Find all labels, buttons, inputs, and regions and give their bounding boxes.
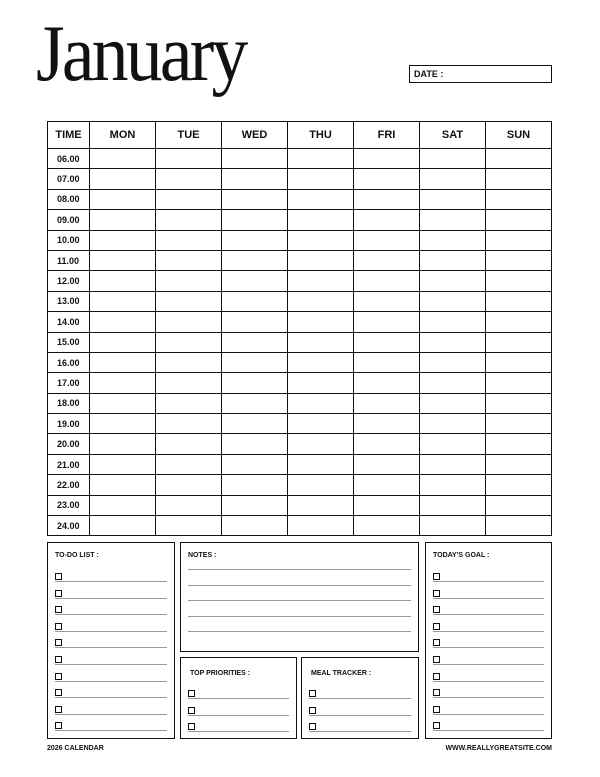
notes-box <box>180 542 419 652</box>
schedule-cell-sun[interactable] <box>486 230 552 250</box>
schedule-cell-wed[interactable] <box>222 291 288 311</box>
todo-line[interactable] <box>55 631 167 632</box>
schedule-cell-sun[interactable] <box>486 291 552 311</box>
goal-line[interactable] <box>433 730 544 731</box>
goal-line[interactable] <box>433 614 544 615</box>
goal-checkbox[interactable] <box>433 623 440 630</box>
todo-checkbox[interactable] <box>55 623 62 630</box>
todo-checkbox[interactable] <box>55 673 62 680</box>
schedule-cell-sat[interactable] <box>420 169 486 189</box>
todo-checkbox[interactable] <box>55 573 62 580</box>
schedule-cell-mon[interactable] <box>90 312 156 332</box>
goal-checkbox[interactable] <box>433 673 440 680</box>
goal-line[interactable] <box>433 581 544 582</box>
goal-checkbox[interactable] <box>433 656 440 663</box>
schedule-cell-thu[interactable] <box>288 352 354 372</box>
day-header-tue: TUE <box>156 122 222 149</box>
schedule-cell-fri[interactable] <box>354 291 420 311</box>
day-header-thu: THU <box>288 122 354 149</box>
schedule-cell-thu[interactable] <box>288 393 354 413</box>
todo-list-label: TO-DO LIST : <box>55 552 99 559</box>
schedule-cell-sat[interactable] <box>420 189 486 209</box>
schedule-cell-wed[interactable] <box>222 230 288 250</box>
schedule-header-row <box>48 122 552 149</box>
schedule-cell-tue[interactable] <box>156 291 222 311</box>
footer-calendar-label: 2026 CALENDAR <box>47 745 104 752</box>
schedule-row <box>48 414 552 434</box>
schedule-cell-fri[interactable] <box>354 169 420 189</box>
time-slot-label: 13.00 <box>48 291 90 311</box>
time-slot-label: 15.00 <box>48 332 90 352</box>
day-header-wed: WED <box>222 122 288 149</box>
todo-checkbox[interactable] <box>55 722 62 729</box>
meal-line[interactable] <box>309 715 411 716</box>
schedule-cell-thu[interactable] <box>288 332 354 352</box>
schedule-row <box>48 516 552 536</box>
schedule-cell-mon[interactable] <box>90 373 156 393</box>
todo-line[interactable] <box>55 697 167 698</box>
schedule-cell-fri[interactable] <box>354 332 420 352</box>
footer-website: WWW.REALLYGREATSITE.COM <box>445 745 552 752</box>
schedule-cell-tue[interactable] <box>156 149 222 169</box>
schedule-cell-sun[interactable] <box>486 189 552 209</box>
schedule-cell-fri[interactable] <box>354 414 420 434</box>
todo-checkbox[interactable] <box>55 656 62 663</box>
schedule-cell-fri[interactable] <box>354 434 420 454</box>
schedule-cell-sun[interactable] <box>486 312 552 332</box>
schedule-cell-thu[interactable] <box>288 210 354 230</box>
notes-line[interactable] <box>188 600 411 601</box>
meal-tracker-box <box>301 657 419 739</box>
time-slot-label: 16.00 <box>48 352 90 372</box>
schedule-cell-tue[interactable] <box>156 516 222 536</box>
schedule-row <box>48 312 552 332</box>
schedule-cell-thu[interactable] <box>288 291 354 311</box>
goal-checkbox[interactable] <box>433 590 440 597</box>
todo-line[interactable] <box>55 714 167 715</box>
schedule-cell-thu[interactable] <box>288 169 354 189</box>
day-header-sun: SUN <box>486 122 552 149</box>
todays-goal-box <box>425 542 552 739</box>
schedule-cell-sun[interactable] <box>486 373 552 393</box>
month-title: January <box>36 10 246 98</box>
schedule-cell-mon[interactable] <box>90 495 156 515</box>
time-slot-label: 22.00 <box>48 475 90 495</box>
notes-line[interactable] <box>188 631 411 632</box>
top-priorities-box <box>180 657 297 739</box>
time-slot-label: 08.00 <box>48 189 90 209</box>
time-slot-label: 06.00 <box>48 149 90 169</box>
todo-line[interactable] <box>55 647 167 648</box>
schedule-cell-wed[interactable] <box>222 250 288 270</box>
schedule-cell-mon[interactable] <box>90 291 156 311</box>
schedule-cell-fri[interactable] <box>354 393 420 413</box>
schedule-cell-tue[interactable] <box>156 189 222 209</box>
schedule-cell-sat[interactable] <box>420 414 486 434</box>
schedule-cell-wed[interactable] <box>222 312 288 332</box>
schedule-row <box>48 454 552 474</box>
schedule-row <box>48 189 552 209</box>
schedule-cell-mon[interactable] <box>90 475 156 495</box>
schedule-cell-mon[interactable] <box>90 149 156 169</box>
schedule-cell-thu[interactable] <box>288 516 354 536</box>
goal-checkbox[interactable] <box>433 689 440 696</box>
schedule-cell-fri[interactable] <box>354 454 420 474</box>
schedule-cell-sat[interactable] <box>420 312 486 332</box>
schedule-cell-fri[interactable] <box>354 210 420 230</box>
schedule-cell-mon[interactable] <box>90 393 156 413</box>
schedule-row <box>48 352 552 372</box>
schedule-cell-tue[interactable] <box>156 495 222 515</box>
time-slot-label: 11.00 <box>48 250 90 270</box>
schedule-row <box>48 149 552 169</box>
schedule-cell-thu[interactable] <box>288 189 354 209</box>
goal-line[interactable] <box>433 598 544 599</box>
day-header-mon: MON <box>90 122 156 149</box>
schedule-row <box>48 210 552 230</box>
schedule-cell-thu[interactable] <box>288 495 354 515</box>
schedule-cell-sun[interactable] <box>486 516 552 536</box>
time-slot-label: 10.00 <box>48 230 90 250</box>
schedule-cell-mon[interactable] <box>90 434 156 454</box>
time-slot-label: 18.00 <box>48 393 90 413</box>
schedule-cell-tue[interactable] <box>156 169 222 189</box>
schedule-cell-wed[interactable] <box>222 393 288 413</box>
schedule-cell-sat[interactable] <box>420 495 486 515</box>
schedule-cell-wed[interactable] <box>222 434 288 454</box>
schedule-row <box>48 373 552 393</box>
schedule-cell-sat[interactable] <box>420 475 486 495</box>
schedule-cell-sun[interactable] <box>486 149 552 169</box>
schedule-cell-sun[interactable] <box>486 332 552 352</box>
goal-checkbox[interactable] <box>433 573 440 580</box>
schedule-row <box>48 169 552 189</box>
goal-checkbox[interactable] <box>433 706 440 713</box>
notes-line[interactable] <box>188 585 411 586</box>
schedule-cell-tue[interactable] <box>156 393 222 413</box>
schedule-cell-wed[interactable] <box>222 352 288 372</box>
schedule-row <box>48 271 552 291</box>
goal-checkbox[interactable] <box>433 606 440 613</box>
schedule-cell-sat[interactable] <box>420 516 486 536</box>
schedule-cell-thu[interactable] <box>288 373 354 393</box>
schedule-cell-fri[interactable] <box>354 271 420 291</box>
schedule-cell-wed[interactable] <box>222 495 288 515</box>
todo-line[interactable] <box>55 598 167 599</box>
meal-checkbox[interactable] <box>309 707 316 714</box>
schedule-cell-thu[interactable] <box>288 149 354 169</box>
schedule-cell-sat[interactable] <box>420 373 486 393</box>
schedule-cell-sat[interactable] <box>420 210 486 230</box>
schedule-cell-tue[interactable] <box>156 434 222 454</box>
schedule-cell-wed[interactable] <box>222 475 288 495</box>
goal-line[interactable] <box>433 697 544 698</box>
time-slot-label: 19.00 <box>48 414 90 434</box>
schedule-cell-tue[interactable] <box>156 210 222 230</box>
schedule-cell-wed[interactable] <box>222 332 288 352</box>
schedule-cell-mon[interactable] <box>90 516 156 536</box>
schedule-row <box>48 332 552 352</box>
schedule-cell-thu[interactable] <box>288 250 354 270</box>
notes-line[interactable] <box>188 616 411 617</box>
schedule-cell-wed[interactable] <box>222 271 288 291</box>
goal-line[interactable] <box>433 647 544 648</box>
todo-line[interactable] <box>55 581 167 582</box>
schedule-cell-sun[interactable] <box>486 434 552 454</box>
schedule-row <box>48 434 552 454</box>
schedule-cell-thu[interactable] <box>288 434 354 454</box>
schedule-cell-sat[interactable] <box>420 230 486 250</box>
schedule-cell-sat[interactable] <box>420 332 486 352</box>
time-slot-label: 23.00 <box>48 495 90 515</box>
meal-line[interactable] <box>309 731 411 732</box>
schedule-row <box>48 393 552 413</box>
schedule-row <box>48 495 552 515</box>
schedule-cell-fri[interactable] <box>354 352 420 372</box>
schedule-cell-sun[interactable] <box>486 169 552 189</box>
todays-goal-label: TODAY'S GOAL : <box>433 552 490 559</box>
notes-label: NOTES : <box>188 552 217 559</box>
schedule-cell-tue[interactable] <box>156 271 222 291</box>
day-header-fri: FRI <box>354 122 420 149</box>
schedule-cell-thu[interactable] <box>288 312 354 332</box>
schedule-cell-fri[interactable] <box>354 250 420 270</box>
schedule-cell-fri[interactable] <box>354 312 420 332</box>
schedule-cell-tue[interactable] <box>156 454 222 474</box>
priority-line[interactable] <box>188 698 289 699</box>
time-slot-label: 07.00 <box>48 169 90 189</box>
time-slot-label: 12.00 <box>48 271 90 291</box>
schedule-cell-fri[interactable] <box>354 189 420 209</box>
schedule-cell-sat[interactable] <box>420 271 486 291</box>
schedule-cell-tue[interactable] <box>156 312 222 332</box>
schedule-cell-mon[interactable] <box>90 210 156 230</box>
schedule-cell-sat[interactable] <box>420 352 486 372</box>
todo-line[interactable] <box>55 614 167 615</box>
goal-line[interactable] <box>433 681 544 682</box>
time-column-header: TIME <box>48 122 90 149</box>
schedule-cell-mon[interactable] <box>90 189 156 209</box>
schedule-cell-thu[interactable] <box>288 414 354 434</box>
schedule-cell-sat[interactable] <box>420 454 486 474</box>
meal-checkbox[interactable] <box>309 723 316 730</box>
weekly-schedule-table <box>47 121 552 536</box>
schedule-cell-fri[interactable] <box>354 373 420 393</box>
todo-checkbox[interactable] <box>55 639 62 646</box>
time-slot-label: 24.00 <box>48 516 90 536</box>
schedule-cell-wed[interactable] <box>222 516 288 536</box>
todo-list-box <box>47 542 175 739</box>
schedule-cell-fri[interactable] <box>354 495 420 515</box>
top-priorities-label: TOP PRIORITIES : <box>190 670 251 677</box>
meal-checkbox[interactable] <box>309 690 316 697</box>
time-slot-label: 14.00 <box>48 312 90 332</box>
schedule-cell-wed[interactable] <box>222 454 288 474</box>
schedule-cell-thu[interactable] <box>288 475 354 495</box>
schedule-cell-sun[interactable] <box>486 210 552 230</box>
meal-line[interactable] <box>309 698 411 699</box>
schedule-cell-sun[interactable] <box>486 393 552 413</box>
schedule-cell-sat[interactable] <box>420 149 486 169</box>
schedule-cell-sat[interactable] <box>420 393 486 413</box>
meal-tracker-label: MEAL TRACKER : <box>311 670 372 677</box>
priority-checkbox[interactable] <box>188 690 195 697</box>
time-slot-label: 17.00 <box>48 373 90 393</box>
schedule-cell-sat[interactable] <box>420 250 486 270</box>
schedule-row <box>48 230 552 250</box>
todo-checkbox[interactable] <box>55 590 62 597</box>
schedule-cell-tue[interactable] <box>156 352 222 372</box>
schedule-cell-sun[interactable] <box>486 250 552 270</box>
schedule-cell-mon[interactable] <box>90 169 156 189</box>
schedule-cell-sun[interactable] <box>486 454 552 474</box>
goal-line[interactable] <box>433 714 544 715</box>
schedule-row <box>48 475 552 495</box>
day-header-sat: SAT <box>420 122 486 149</box>
date-label: DATE : <box>414 69 444 79</box>
date-field[interactable] <box>409 65 552 83</box>
schedule-cell-thu[interactable] <box>288 454 354 474</box>
todo-line[interactable] <box>55 730 167 731</box>
schedule-row <box>48 250 552 270</box>
todo-checkbox[interactable] <box>55 606 62 613</box>
schedule-cell-wed[interactable] <box>222 414 288 434</box>
goal-line[interactable] <box>433 631 544 632</box>
schedule-cell-mon[interactable] <box>90 454 156 474</box>
schedule-cell-thu[interactable] <box>288 230 354 250</box>
schedule-cell-tue[interactable] <box>156 332 222 352</box>
schedule-cell-sun[interactable] <box>486 352 552 372</box>
goal-checkbox[interactable] <box>433 722 440 729</box>
schedule-row <box>48 291 552 311</box>
schedule-cell-tue[interactable] <box>156 230 222 250</box>
schedule-cell-mon[interactable] <box>90 230 156 250</box>
schedule-cell-tue[interactable] <box>156 250 222 270</box>
goal-line[interactable] <box>433 664 544 665</box>
todo-checkbox[interactable] <box>55 689 62 696</box>
time-slot-label: 09.00 <box>48 210 90 230</box>
schedule-cell-fri[interactable] <box>354 149 420 169</box>
schedule-cell-fri[interactable] <box>354 475 420 495</box>
schedule-cell-wed[interactable] <box>222 149 288 169</box>
schedule-cell-fri[interactable] <box>354 230 420 250</box>
schedule-cell-wed[interactable] <box>222 169 288 189</box>
schedule-cell-tue[interactable] <box>156 373 222 393</box>
schedule-cell-sun[interactable] <box>486 495 552 515</box>
priority-checkbox[interactable] <box>188 723 195 730</box>
schedule-cell-sun[interactable] <box>486 475 552 495</box>
schedule-cell-tue[interactable] <box>156 475 222 495</box>
schedule-cell-mon[interactable] <box>90 332 156 352</box>
schedule-cell-wed[interactable] <box>222 373 288 393</box>
schedule-cell-sat[interactable] <box>420 434 486 454</box>
schedule-cell-wed[interactable] <box>222 189 288 209</box>
schedule-cell-mon[interactable] <box>90 250 156 270</box>
todo-checkbox[interactable] <box>55 706 62 713</box>
schedule-cell-sun[interactable] <box>486 414 552 434</box>
priority-checkbox[interactable] <box>188 707 195 714</box>
todo-line[interactable] <box>55 664 167 665</box>
notes-line[interactable] <box>188 569 411 570</box>
schedule-cell-fri[interactable] <box>354 516 420 536</box>
time-slot-label: 21.00 <box>48 454 90 474</box>
schedule-cell-wed[interactable] <box>222 210 288 230</box>
priority-line[interactable] <box>188 731 289 732</box>
priority-line[interactable] <box>188 715 289 716</box>
schedule-cell-sat[interactable] <box>420 291 486 311</box>
schedule-cell-tue[interactable] <box>156 414 222 434</box>
todo-line[interactable] <box>55 681 167 682</box>
schedule-cell-thu[interactable] <box>288 271 354 291</box>
schedule-cell-mon[interactable] <box>90 352 156 372</box>
schedule-cell-sun[interactable] <box>486 271 552 291</box>
schedule-cell-mon[interactable] <box>90 271 156 291</box>
goal-checkbox[interactable] <box>433 639 440 646</box>
time-slot-label: 20.00 <box>48 434 90 454</box>
schedule-cell-mon[interactable] <box>90 414 156 434</box>
